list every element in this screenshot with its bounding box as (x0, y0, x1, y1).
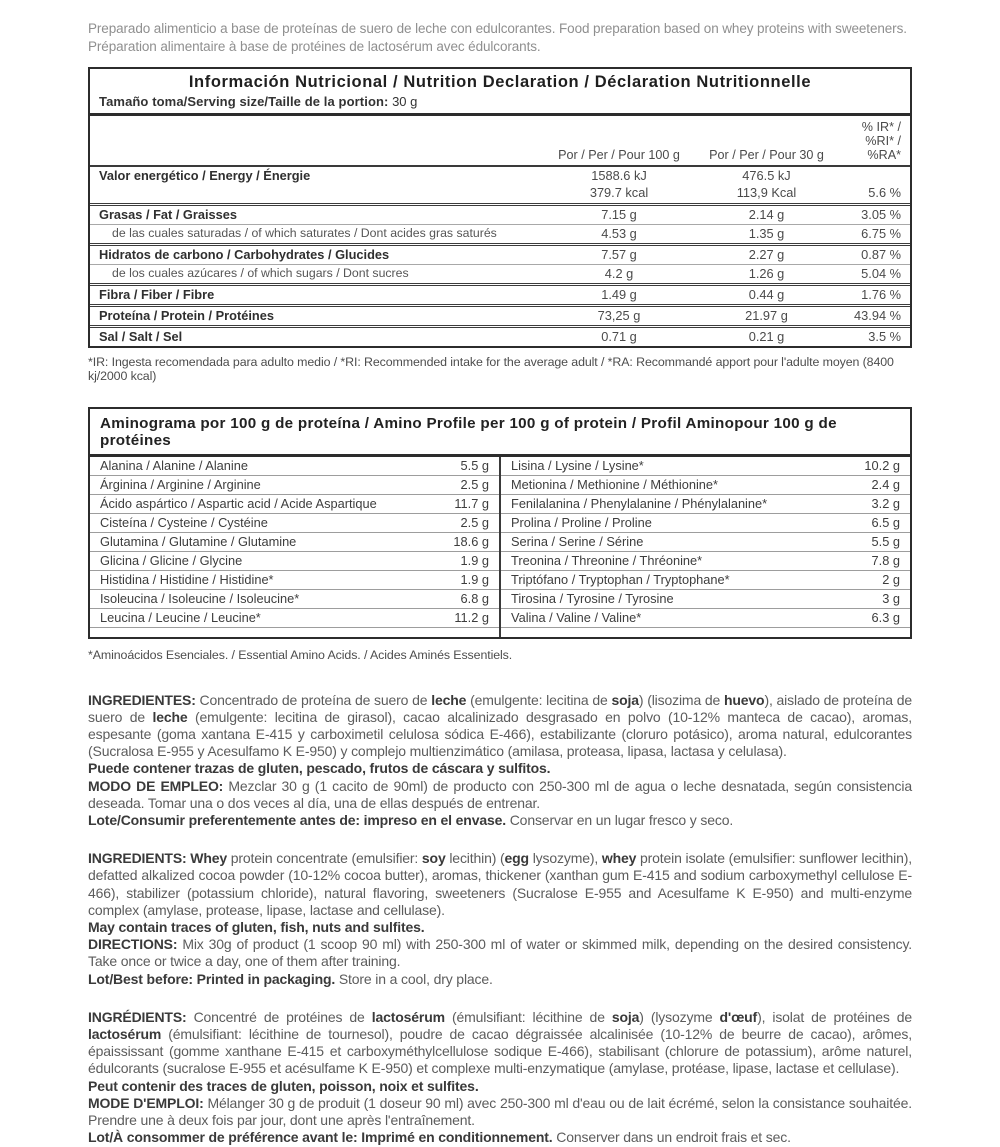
nutrient-label: Proteína / Protein / Protéines (99, 308, 274, 324)
value-percent-ri (834, 168, 901, 183)
amino-name: Lisina / Lysine / Lysine* (511, 458, 644, 474)
nutrition-row (90, 185, 910, 203)
label-page (88, 20, 912, 1147)
paragraph: MODO DE EMPLEO: Mezclar 30 g (1 cacito de 90ml) de producto con 250-300 ml de agua o leche desnatada, según consistencia deseada. Tomar una o dos veces al día, una de ellas después de entrenar. (88, 777, 912, 811)
value-per-30g: 113,9 Kcal (736, 184, 797, 200)
nutrition-table-title: Información Nutricional / Nutrition Declaration / Déclaration Nutritionnelle (188, 72, 812, 91)
amino-row (501, 552, 910, 571)
amino-value: 10.2 g (864, 458, 900, 474)
amino-name: Prolina / Proline / Proline (511, 515, 652, 531)
amino-row (90, 609, 499, 628)
amino-name: Tirosina / Tyrosine / Tyrosine (511, 591, 674, 607)
amino-row (90, 457, 499, 476)
amino-row (501, 514, 910, 533)
value-percent-ri: 43.94 % (854, 308, 901, 324)
essential-amino-footnote: *Aminoácidos Esenciales. / Essential Amino Acids. / Acides Aminés Essentiels. (88, 647, 513, 662)
paragraph: MODE D'EMPLOI: Mélanger 30 g de produit (1 doseur 90 ml) avec 250-300 ml d'eau ou de lait écrémé, selon la consistance souhaitée. Prendre une à deux fois par jour, dont une après l'entraînement. (88, 1094, 912, 1129)
nutrient-label: Sal / Salt / Sel (99, 329, 183, 345)
paragraph: Lot/À consommer de préférence avant le: Imprimé en conditionnement. Conserver dans un endroit frais et sec. (88, 1129, 791, 1146)
amino-value: 6.8 g (460, 591, 489, 607)
nutrient-label: de los cuales azúcares / of which sugars / Dont sucres (112, 266, 409, 281)
amino-left-column (90, 457, 499, 637)
nutrition-row (90, 283, 910, 304)
amino-row (90, 514, 499, 533)
amino-row (501, 590, 910, 609)
paragraph: Peut contenir des traces de gluten, poisson, noix et sulfites. (88, 1077, 479, 1094)
amino-row (501, 571, 910, 590)
value-percent-ri: 1.76 % (861, 287, 901, 303)
amino-value: 1.9 g (460, 553, 489, 569)
amino-value: 7.8 g (871, 553, 900, 569)
amino-row (90, 476, 499, 495)
amino-row (90, 590, 499, 609)
amino-row (501, 476, 910, 495)
value-per-100g: 1588.6 kJ (591, 168, 647, 184)
amino-value: 1.9 g (460, 572, 489, 588)
amino-value: 3 g (882, 591, 900, 607)
nutrient-label: Valor energético / Energy / Énergie (99, 168, 311, 184)
ingredients-section-es (88, 692, 912, 830)
paragraph: INGREDIENTES: Concentrado de proteína de suero de leche (emulgente: lecitina de soja) (lisozima de huevo), aislado de proteína de suero de leche (emulgente: lecitina de girasol), cacao alcalinizado desgrasado en polvo (10-12% manteca de cacao), aromas, espesante (goma xantana E-415 y carboximetil celulosa sódica E-466), estabilizante (cloruro potásico), aroma natural, edulcorantes (Sucralosa E-955 y Acesulfamo K E-950) y complejo multienzimático (amilasa, proteasa, lipasa, lactasa y celulasa). (88, 691, 912, 760)
amino-name: Ácido aspártico / Aspartic acid / Acide Aspartique (100, 496, 377, 512)
amino-table (88, 407, 912, 639)
amino-row (90, 495, 499, 514)
value-per-30g: 1.26 g (748, 266, 785, 282)
amino-name: Glutamina / Glutamine / Glutamine (100, 534, 297, 550)
amino-name: Cisteína / Cysteine / Cystéine (100, 515, 268, 531)
nutrient-label (99, 185, 539, 200)
amino-table-body (90, 457, 910, 637)
nutrition-row (90, 325, 910, 346)
serving-size-label: Tamaño toma/Serving size/Taille de la portion: (99, 93, 389, 109)
value-per-30g: 0.44 g (748, 287, 785, 303)
paragraph: Lot/Best before: Printed in packaging. Store in a cool, dry place. (88, 970, 493, 987)
amino-name: Leucina / Leucine / Leucine* (100, 610, 261, 626)
value-per-30g: 0.21 g (748, 329, 785, 345)
amino-name: Histidina / Histidine / Histidine* (100, 572, 274, 588)
column-header-row (90, 116, 910, 167)
amino-value: 2 g (882, 572, 900, 588)
amino-value: 6.5 g (871, 515, 900, 531)
ingredients-section-en (88, 850, 912, 988)
value-per-30g: 2.27 g (748, 247, 785, 263)
value-percent-ri: 3.5 % (868, 329, 901, 345)
value-per-100g: 0.71 g (601, 329, 637, 345)
amino-value: 5.5 g (460, 458, 489, 474)
nutrition-row (90, 304, 910, 325)
nutrient-label: Hidratos de carbono / Carbohydrates / Glucides (99, 247, 390, 263)
amino-value: 5.5 g (871, 534, 900, 550)
serving-size-row (90, 93, 910, 116)
nutrition-row (90, 264, 910, 283)
paragraph: DIRECTIONS: Mix 30g of product (1 scoop 90 ml) with 250-300 ml of water or skimmed milk, depending on the desired consistency. Take once or twice a day, one of them after training. (88, 936, 913, 970)
amino-name: Árginina / Arginine / Arginine (100, 477, 261, 493)
paragraph: INGRÉDIENTS: Concentré de protéines de lactosérum (émulsifiant: lécithine de soja) (lysozyme d'œuf), isolat de protéines de lactosérum (émulsifiant: lécithine de tournesol), poudre de cacao dégraissée alcalinisée (10-12% de beurre de cacao), arômes, épaississant (gomme xanthane E-415 et carboxyméthylcellulose sodique E-466), stabilisant (chlorure de potassium), arôme naturel, édulcorants (sucralose E-955 et acésulfame K E-950) et complexe multi-enzymatique (amylase, protéase, lipase, lactase et cellulase). (88, 1008, 913, 1077)
value-percent-ri: 0.87 % (861, 247, 901, 263)
amino-value: 11.7 g (454, 496, 489, 512)
nutrient-label: Grasas / Fat / Graisses (99, 207, 238, 223)
amino-value: 6.3 g (871, 610, 900, 626)
column-header-per-30g: Por / Per / Pour 30 g (709, 147, 824, 162)
amino-value: 3.2 g (871, 496, 900, 512)
amino-row (501, 495, 910, 514)
amino-name: Metionina / Methionine / Méthionine* (511, 477, 719, 493)
amino-row (501, 457, 910, 476)
paragraph: May contain traces of gluten, fish, nuts and sulfites. (88, 919, 425, 936)
amino-row (501, 533, 910, 552)
value-per-100g: 1.49 g (601, 287, 637, 303)
amino-row (90, 533, 499, 552)
amino-value: 2.5 g (460, 477, 489, 493)
value-per-100g: 379.7 kcal (589, 184, 649, 200)
paragraph: INGREDIENTS: Whey protein concentrate (emulsifier: soy lecithin) (egg lysozyme), whey protein isolate (emulsifier: sunflower lecithin), defatted alkalized cocoa powder (10-12% cocoa butter), aromas, thickener (xanthan gum E-415 and sodium carboxymethyl cellulose E-466), stabilizer (potassium chloride), natural flavoring, sweeteners (Sucralose E-955 and Acesulfame K E-950) and multi-enzyme complex (amylase, protease, lipase, lactase and cellulase). (88, 850, 912, 918)
value-per-100g: 7.15 g (601, 207, 637, 223)
nutrition-row (90, 224, 910, 243)
nutrition-table (88, 67, 912, 348)
nutrition-rows (90, 167, 910, 346)
value-per-100g: 73,25 g (597, 308, 641, 324)
value-per-30g: 2.14 g (748, 207, 785, 223)
amino-right-column (499, 457, 910, 637)
paragraph: Puede contener trazas de gluten, pescado, frutos de cáscara y sulfitos. (88, 760, 551, 777)
amino-name: Serina / Serine / Sérine (511, 534, 644, 550)
serving-size-value: 30 g (392, 93, 418, 109)
amino-row (90, 552, 499, 571)
value-percent-ri: 5.04 % (861, 266, 901, 282)
value-per-30g: 1.35 g (748, 226, 785, 242)
amino-name: Treonina / Threonine / Thréonine* (511, 553, 703, 569)
amino-table-title: Aminograma por 100 g de proteína / Amino Profile per 100 g of protein / Profil Aminopour 100 g de protéines (90, 409, 910, 457)
value-per-30g: 476.5 kJ (742, 168, 791, 184)
column-header-per-100g: Por / Per / Pour 100 g (558, 147, 680, 162)
nutrient-label: de las cuales saturadas / of which saturates / Dont acides gras saturés (112, 226, 497, 241)
ingredients-section-fr (88, 1009, 912, 1147)
amino-value: 2.4 g (871, 477, 900, 493)
amino-name: Glicina / Glicine / Glycine (100, 553, 243, 569)
amino-name: Triptófano / Tryptophan / Tryptophane* (511, 572, 730, 588)
value-percent-ri: 5.6 % (868, 184, 901, 200)
value-per-100g: 7.57 g (601, 247, 637, 263)
column-header-percent-ri: % IR* / %RI* / %RA* (861, 119, 901, 162)
amino-name: Isoleucina / Isoleucine / Isoleucine* (100, 591, 300, 607)
amino-name: Alanina / Alanine / Alanine (100, 458, 248, 474)
nutrition-row (90, 167, 910, 185)
nutrient-label: Fibra / Fiber / Fibre (99, 287, 215, 303)
amino-row (501, 609, 910, 628)
value-per-100g: 4.2 g (604, 266, 634, 282)
nutrition-row (90, 203, 910, 224)
value-per-30g: 21.97 g (745, 308, 788, 324)
value-percent-ri: 6.75 % (861, 226, 901, 242)
amino-name: Valina / Valine / Valine* (511, 610, 642, 626)
intro-text: Preparado alimenticio a base de proteínas de suero de leche con edulcorantes. Food preparation based on whey proteins with sweeteners. Préparation alimentaire à base de protéines de lactosérum avec édulcorants. (88, 21, 907, 54)
amino-name: Fenilalanina / Phenylalanine / Phénylalanine* (511, 496, 768, 512)
amino-value: 2.5 g (460, 515, 489, 531)
value-percent-ri: 3.05 % (861, 207, 901, 223)
amino-value: 11.2 g (454, 610, 489, 626)
value-per-100g: 4.53 g (601, 226, 637, 242)
paragraph: Lote/Consumir preferentemente antes de: impreso en el envase. Conservar en un lugar fresco y seco. (88, 812, 734, 829)
nutrition-row (90, 243, 910, 264)
ri-footnote: *IR: Ingesta recomendada para adulto medio / *RI: Recommended intake for the average adult / *RA: Recommandé apport pour l'adulte moyen (8400 kj/2000 kcal) (88, 354, 894, 383)
amino-row (90, 571, 499, 590)
amino-value: 18.6 g (453, 534, 489, 550)
